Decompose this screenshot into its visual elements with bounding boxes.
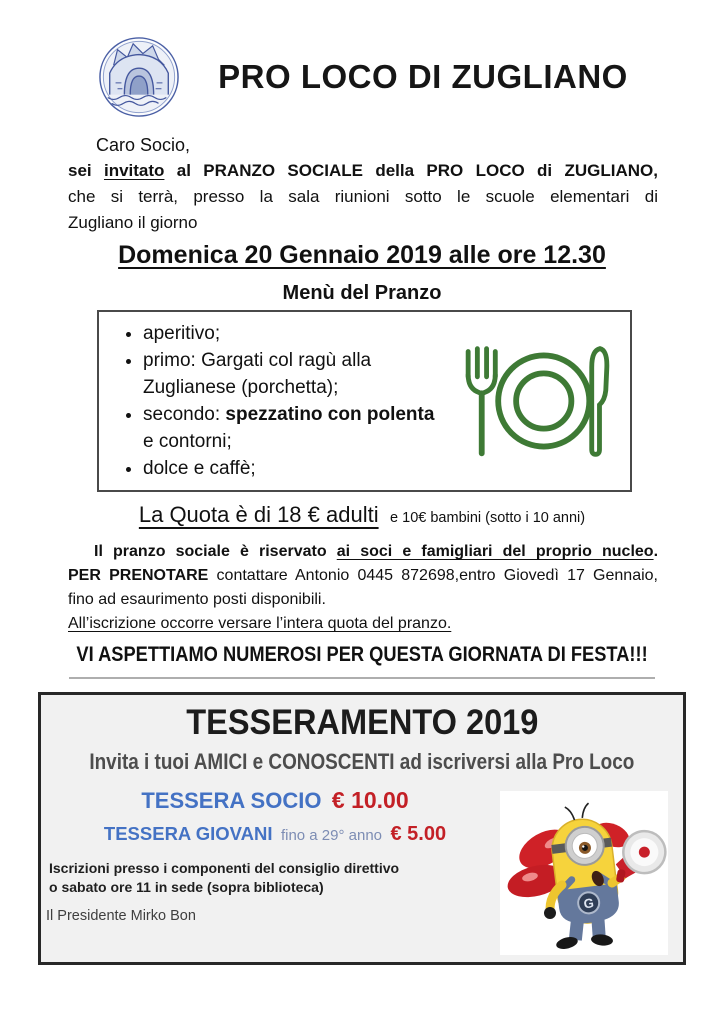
booking-info: [68, 540, 658, 636]
booking-text-bold: PER PRENOTARE: [68, 567, 209, 584]
price-line: [0, 502, 724, 528]
letter-text: sei: [68, 161, 104, 180]
menu-item-aperitivo: • aperitivo;: [143, 320, 446, 347]
invitation-letter: [68, 132, 658, 236]
letter-line-1: [68, 158, 658, 184]
event-date: Domenica 20 Gennaio 2019 alle ore 12.30: [118, 241, 606, 269]
booking-line-3: fino ad esaurimento posti disponibili.: [68, 591, 326, 608]
booking-text: Il pranzo sociale è riservato: [94, 543, 337, 560]
tessera-socio-label: TESSERA SOCIO: [141, 788, 322, 813]
registration-info: [49, 859, 509, 897]
registration-info-line-2: o sabato ore 11 in sede (sopra biblioteca): [49, 879, 324, 895]
tesseramento-title-text: TESSERAMENTO 2019: [185, 703, 539, 742]
registration-info-line-1: Iscrizioni presso i componenti del consiglio direttivo: [49, 860, 400, 876]
menu-text: e contorni;: [143, 431, 232, 452]
tessera-socio-line: [41, 787, 509, 814]
booking-line-4: All’iscrizione occorre versare l’intera quota del pranzo.: [68, 615, 452, 632]
menu-text: secondo:: [143, 404, 226, 425]
pro-loco-logo-icon: [98, 36, 180, 118]
price-adults: La Quota è di 18 € adulti: [138, 502, 379, 527]
menu-box: [97, 310, 632, 492]
tesseramento-subtitle-text: Invita i tuoi AMICI e CONOSCENTI ad iscriversi alla Pro Loco: [89, 749, 635, 774]
tessera-giovani-price: € 5.00: [390, 823, 447, 845]
booking-line-2: [68, 564, 658, 588]
closing-text: VI ASPETTIAMO NUMEROSI PER QUESTA GIORNATA DI FESTA!!!: [76, 642, 648, 666]
booking-line-1: [68, 540, 658, 564]
tesseramento-subtitle: [41, 748, 683, 776]
menu-text-bold: spezzatino con polenta: [225, 404, 435, 425]
menu-item-primo: • primo: Gargati col ragù alla Zuglianese (porchetta);: [143, 347, 446, 401]
tesseramento-box: [38, 692, 686, 965]
booking-text: contattare Antonio 0445 872698,entro Giovedì 17 Gennaio,: [208, 567, 658, 584]
place-setting-icon: [452, 338, 620, 464]
letter-line-2: che si terrà, presso la sala riunioni sotto le scuole elementari di: [68, 187, 658, 206]
salutation: Caro Socio,: [96, 135, 191, 155]
president-signature: Il Presidente Mirko Bon: [46, 908, 196, 924]
menu-item-secondo: [143, 401, 446, 455]
tesseramento-title: [41, 703, 683, 743]
letter-text: al PRANZO SOCIALE della PRO LOCO di ZUGLIANO,: [164, 161, 658, 180]
booking-text-underlined: ai soci e famigliari del proprio nucleo: [336, 543, 654, 560]
price-children: e 10€ bambini (sotto i 10 anni): [390, 510, 586, 526]
page-title: PRO LOCO DI ZUGLIANO: [218, 58, 628, 95]
section-divider: [69, 677, 655, 679]
closing-line: [0, 642, 724, 667]
menu-item-dolce: • dolce e caffè;: [143, 455, 446, 482]
booking-text: .: [653, 543, 659, 560]
menu-list: [105, 320, 446, 482]
membership-prices: [41, 787, 509, 924]
letter-text-underlined: invitato: [103, 161, 165, 180]
tessera-giovani-note: fino a 29° anno: [280, 827, 383, 844]
tessera-giovani-label: TESSERA GIOVANI: [103, 823, 273, 844]
svg-text:G: G: [582, 895, 595, 912]
menu-heading: Menù del Pranzo: [282, 282, 442, 304]
header: [0, 0, 724, 118]
tessera-giovani-line: [41, 823, 509, 846]
tessera-socio-price: € 10.00: [331, 787, 409, 813]
letter-line-3: Zugliano il giorno: [68, 213, 198, 232]
minion-mascot-illustration: [500, 791, 668, 955]
